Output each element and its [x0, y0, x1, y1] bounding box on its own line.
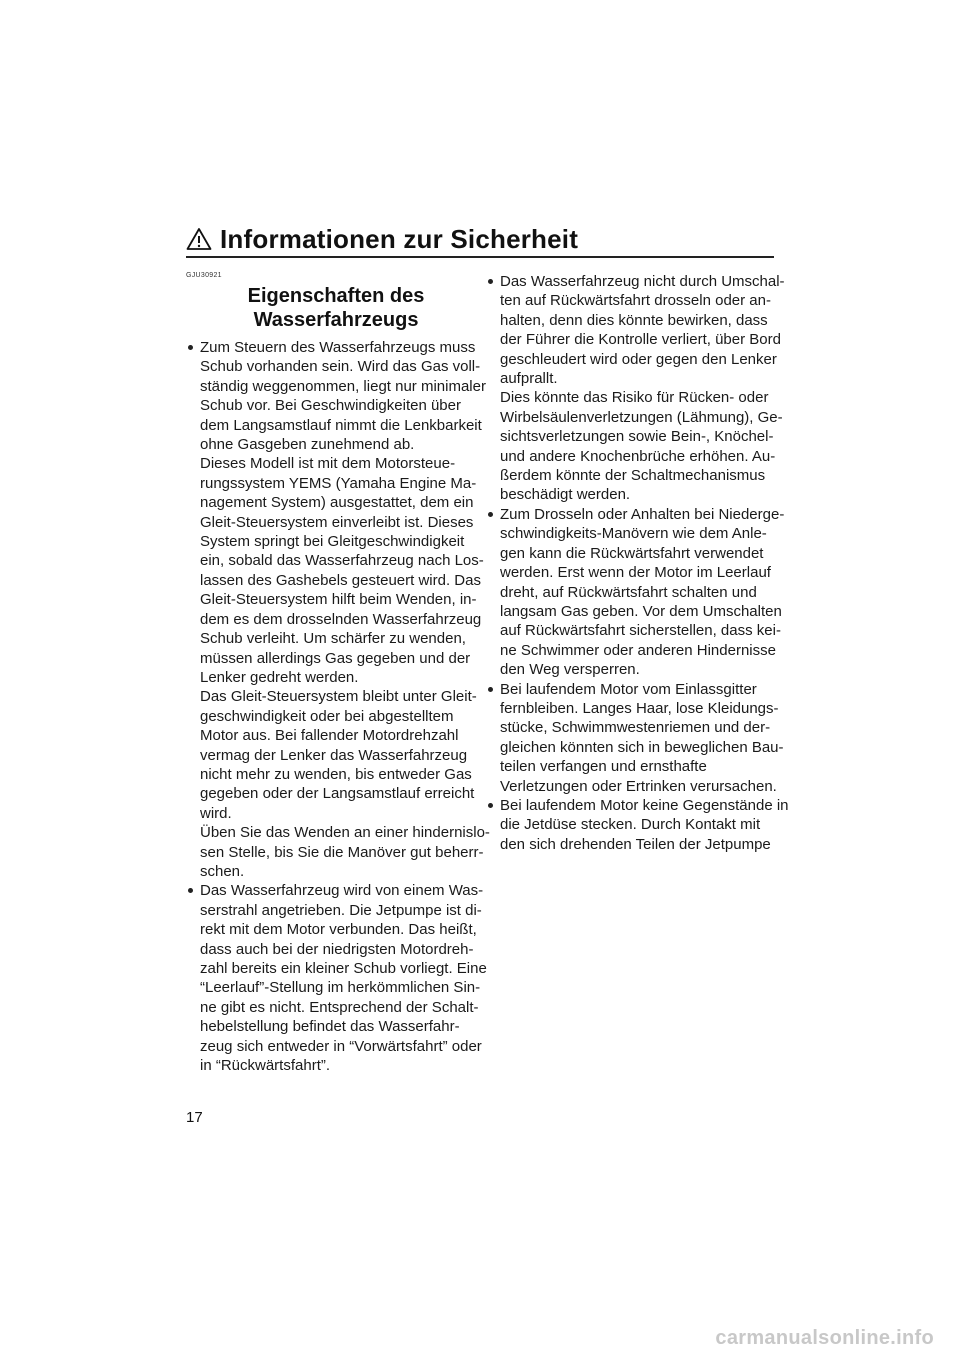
- text-line: zeug sich entweder in “Vorwärtsfahrt” oder: [200, 1037, 482, 1055]
- right-column: [486, 272, 789, 854]
- text-line: Dieses Modell ist mit dem Motorsteue-: [200, 455, 456, 473]
- text-line: lassen des Gashebels gesteuert wird. Das: [200, 571, 481, 589]
- text-line: Verletzungen oder Ertrinken verursachen.: [500, 777, 777, 795]
- text-line: den Weg versperren.: [500, 661, 640, 679]
- text-line: gen kann die Rückwärtsfahrt verwendet: [500, 544, 764, 562]
- text-line: hebelstellung befindet das Wasserfahr-: [200, 1018, 460, 1036]
- bullet-item: [186, 881, 487, 1075]
- text-line: Schub verleiht. Um schärfer zu wenden,: [200, 630, 466, 648]
- text-line: Schub vorhanden sein. Wird das Gas voll-: [200, 358, 481, 376]
- text-line: vermag der Lenker das Wasserfahrzeug: [200, 746, 468, 764]
- text-line: wird.: [200, 804, 232, 822]
- text-line: teilen verfangen und ernsthafte: [500, 758, 707, 776]
- section-title: [186, 284, 472, 332]
- section-title-line: Wasserfahrzeugs: [253, 309, 419, 331]
- text-line: System springt bei Gleitgeschwindigkeit: [200, 533, 465, 551]
- page-title: Informationen zur Sicherheit: [220, 224, 579, 254]
- text-line: der Führer die Kontrolle verliert, über Bord: [500, 331, 781, 349]
- text-line: gleichen könnten sich in beweglichen Bau-: [500, 738, 784, 756]
- bullet-item: [186, 338, 490, 881]
- text-line: ßerdem könnte der Schaltmechanismus: [500, 467, 766, 485]
- text-line: schen.: [200, 862, 245, 880]
- text-line: dreht, auf Rückwärtsfahrt schalten und: [500, 583, 757, 601]
- bullet-item: [486, 272, 785, 505]
- text-line: ein, sobald das Wasserfahrzeug nach Los-: [200, 552, 484, 570]
- text-line: “Leerlauf”-Stellung im herkömmlichen Sin-: [200, 979, 481, 997]
- text-line: auf Rückwärtsfahrt sicherstellen, dass kei-: [500, 622, 781, 640]
- page-number: 17: [186, 1109, 203, 1126]
- section-title-line: Eigenschaften des: [247, 285, 425, 307]
- text-line: in “Rückwärtsfahrt”.: [200, 1057, 331, 1075]
- text-line: Dies könnte das Risiko für Rücken- oder: [500, 389, 769, 407]
- text-line: werden. Erst wenn der Motor im Leerlauf: [500, 564, 771, 582]
- text-line: und andere Knochenbrüche erhöhen. Au-: [500, 447, 776, 465]
- text-line: ne gibt es nicht. Entsprechend der Schalt-: [200, 998, 479, 1016]
- text-line: geschleudert wird oder gegen den Lenker: [500, 350, 777, 368]
- text-line: sen Stelle, bis Sie die Manöver gut beherr-: [200, 843, 484, 861]
- text-line: serstrahl angetrieben. Die Jetpumpe ist di-: [200, 901, 482, 919]
- section-code: GJU30921: [186, 272, 222, 279]
- text-line: Bei laufendem Motor vom Einlassgitter: [500, 680, 757, 698]
- text-line: Zum Drosseln oder Anhalten bei Niederge-: [500, 505, 785, 523]
- warning-triangle-icon: [186, 227, 212, 251]
- text-line: Das Wasserfahrzeug wird von einem Was-: [200, 882, 484, 900]
- text-line: rungssystem YEMS (Yamaha Engine Ma-: [200, 474, 477, 492]
- text-line: halten, denn dies könnte bewirken, dass: [500, 311, 768, 329]
- bullet-item: [486, 680, 784, 796]
- text-line: Bei laufendem Motor keine Gegenstände in: [500, 796, 789, 814]
- watermark: carmanualsonline.info: [715, 1327, 934, 1349]
- text-line: aufprallt.: [500, 370, 558, 388]
- text-line: geschwindigkeit oder bei abgestelltem: [200, 707, 454, 725]
- text-line: Motor aus. Bei fallender Motordrehzahl: [200, 727, 459, 745]
- text-line: gegeben oder der Langsamstlauf erreicht: [200, 785, 475, 803]
- text-line: dem Langsamstlauf nimmt die Lenkbarkeit: [200, 416, 482, 434]
- text-line: nicht mehr zu wenden, bis entweder Gas: [200, 765, 472, 783]
- text-line: zahl bereits ein kleiner Schub vorliegt. Eine: [200, 960, 487, 977]
- text-line: Zum Steuern des Wasserfahrzeugs muss: [200, 339, 476, 356]
- text-line: Das Wasserfahrzeug nicht durch Umschal-: [500, 273, 785, 290]
- bullet-item: [486, 505, 785, 680]
- text-line: ne Schwimmer oder anderen Hindernisse: [500, 641, 776, 659]
- text-line: dass auch bei der niedrigsten Motordreh-: [200, 940, 474, 958]
- text-line: ständig weggenommen, liegt nur minimaler: [200, 377, 486, 395]
- text-line: ohne Gasgeben zunehmend ab.: [200, 436, 415, 454]
- text-line: beschädigt werden.: [500, 486, 631, 504]
- text-line: den sich drehenden Teilen der Jetpumpe: [500, 835, 771, 853]
- text-line: müssen allerdings Gas gegeben und der: [200, 649, 471, 667]
- text-line: dem es dem drosselnden Wasserfahrzeug: [200, 610, 482, 628]
- header-divider: [186, 256, 774, 258]
- text-line: sichtsverletzungen sowie Bein-, Knöchel-: [500, 428, 774, 446]
- text-line: schwindigkeits-Manövern wie dem Anle-: [500, 525, 767, 543]
- bullet-item: [486, 796, 789, 854]
- text-line: die Jetdüse stecken. Durch Kontakt mit: [500, 816, 761, 834]
- text-line: stücke, Schwimmwestenriemen und der-: [500, 719, 771, 737]
- text-line: nagement System) ausgestattet, dem ein: [200, 494, 474, 512]
- text-line: langsam Gas geben. Vor dem Umschalten: [500, 602, 782, 620]
- text-line: Schub vor. Bei Geschwindigkeiten über: [200, 397, 461, 415]
- text-line: Gleit-Steuersystem einverleibt ist. Dieses: [200, 513, 474, 531]
- text-line: fernbleiben. Langes Haar, lose Kleidungs-: [500, 699, 779, 717]
- text-line: Üben Sie das Wenden an einer hindernislo-: [200, 824, 490, 842]
- text-line: Lenker gedreht werden.: [200, 668, 359, 686]
- text-line: rekt mit dem Motor verbunden. Das heißt,: [200, 921, 477, 939]
- text-line: Das Gleit-Steuersystem bleibt unter Gleit-: [200, 688, 477, 706]
- left-column: [186, 272, 490, 1075]
- text-line: Wirbelsäulenverletzungen (Lähmung), Ge-: [500, 408, 783, 426]
- text-line: ten auf Rückwärtsfahrt drosseln oder an-: [500, 292, 771, 310]
- text-line: Gleit-Steuersystem hilft beim Wenden, in-: [200, 591, 477, 609]
- page-header: [186, 222, 774, 256]
